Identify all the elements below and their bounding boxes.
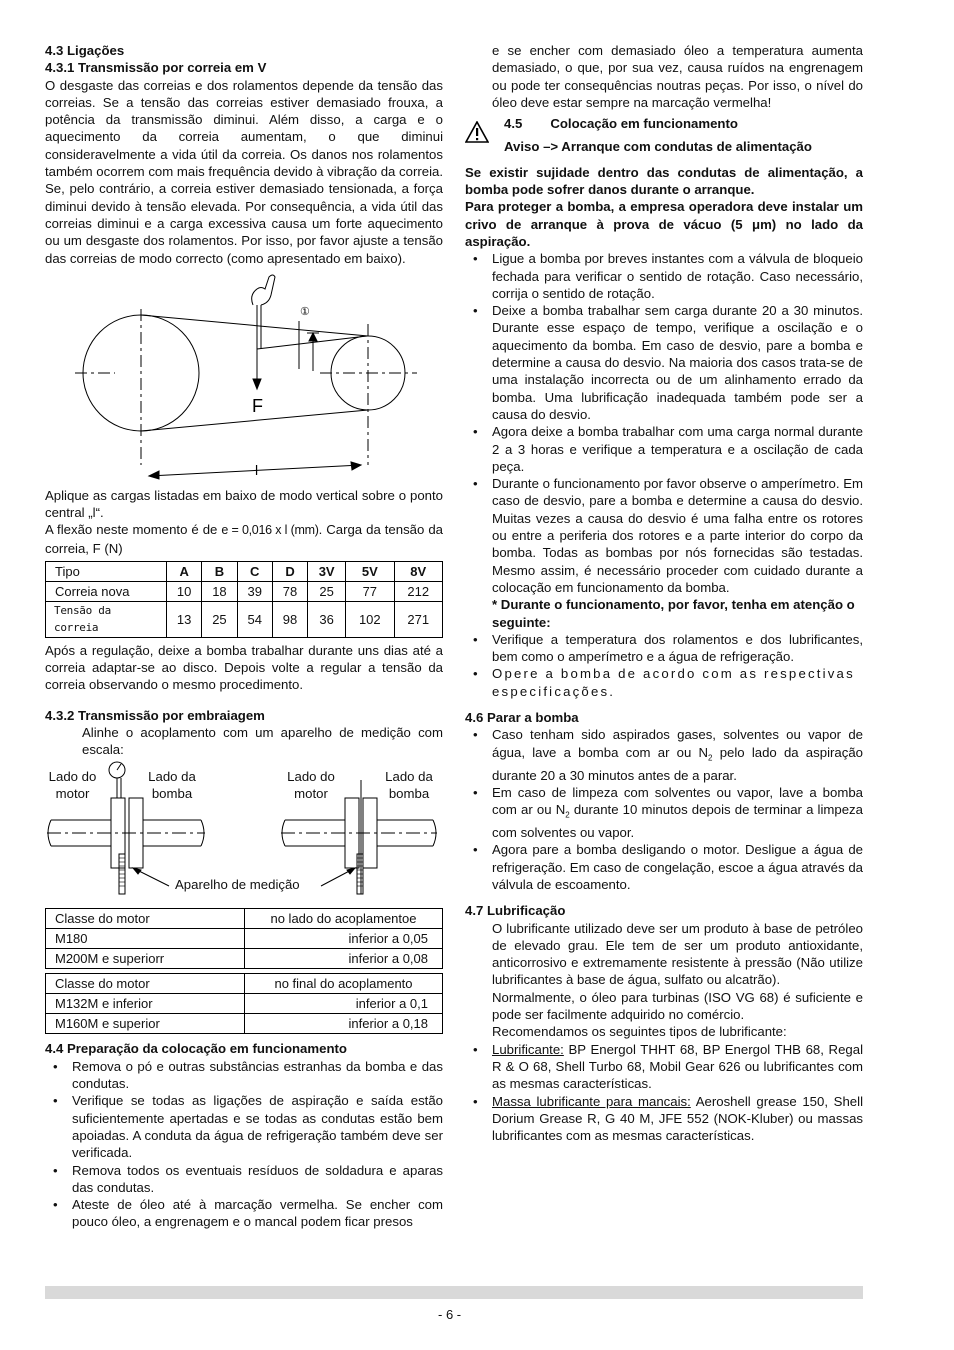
table-row: Tipo A B C D 3V 5V 8V — [46, 562, 443, 582]
table-row: Classe do motor no final do acoplamento — [46, 974, 443, 994]
bold-warning-1: Se existir sujidade dentro das condutas de alimentação, a bomba pode sofrer danos durante o arranque. — [465, 164, 863, 198]
paragraph-apply-load: Aplique as cargas listadas em baixo de modo vertical sobre o ponto central „l“. — [45, 487, 443, 521]
warning-text: Aviso –> Arranque com condutas de alimentação — [504, 139, 812, 155]
list-item: • Agora deixe a bomba trabalhar com uma carga normal durante 2 a 3 horas e verifique a temperatura e a oscilação de cada peça. — [492, 423, 863, 475]
right-column — [465, 42, 863, 1144]
table-row: M160M e superior inferior a 0,18 — [46, 1014, 443, 1034]
heading-4-4: 4.4 Preparação da colocação em funcionamento — [45, 1041, 347, 1057]
belt-circle-mark: ① — [300, 305, 310, 318]
list-item: • Remova o pó e outras substâncias estranhas da bomba e das condutas. — [72, 1058, 443, 1093]
list-preparation — [45, 1058, 443, 1231]
list-attention — [465, 631, 863, 700]
table-row: Classe do motor no lado do acoplamentoe — [46, 909, 443, 929]
paragraph-lubricant-2: Normalmente, o óleo para turbinas (ISO VG 68) é suficiente e pode ser facilmente adquirido no comércio. — [492, 989, 863, 1023]
section-4-5-heading — [465, 115, 863, 156]
belt-tension-table — [45, 561, 443, 638]
label-motor-side-2: Lado do motor — [287, 769, 335, 802]
table-row: Correia nova 10 18 39 78 25 77 212 — [46, 582, 443, 602]
paragraph-lubricant-1: O lubrificante utilizado deve ser um produto à base de petróleo de elevado grau. Ele tem de ser um produto antioxidante, anticorrosivo e extremamente resistente à pressão (Não utilize lubrificantes à base de água, sulfato ou alcatrão). — [492, 920, 863, 988]
belt-label-f: F — [252, 395, 263, 416]
list-lubricants — [465, 1041, 863, 1145]
list-item: • Remova todos os eventuais resíduos de soldadura e aparas das condutas. — [72, 1162, 443, 1197]
list-item: • Agora pare a bomba desligando o motor. Desligue a água de refrigeração. Em caso de congelação, escoe a água através da válvula de escoamento. — [492, 841, 863, 893]
belt-label-l: l — [255, 461, 259, 478]
heading-4-3-1: 4.3.1 Transmissão por correia em V — [45, 60, 267, 76]
label-motor-side-1: Lado do motor — [48, 769, 97, 802]
paragraph-coupling: Alinhe o acoplamento com um aparelho de medição com escala: — [82, 724, 443, 758]
list-item: • Durante o funcionamento por favor observe o amperímetro. Em caso de desvio, pare a bomba e determine a causa do desvio. Muitas vezes a causa do desvio é uma falha entre os rotores ou entre a periferia dos rotores e a parte interior do corpo da bomba. Todas as bombas por nós fornecidas são testadas. Mesmo assim, é necessário proceder com cuidado durante a colocação em funcionamento da bomba. — [492, 475, 863, 596]
attention-note: * Durante o funcionamento, por favor, tenha em atenção o seguinte: — [492, 597, 855, 630]
table-row: Tensão da correia 13 25 54 98 36 102 271 — [46, 602, 443, 638]
list-item: • Ateste de óleo até à marcação vermelha. Se encher com pouco óleo, a engrenagem e o mancal podem ficar presos — [72, 1196, 443, 1231]
heading-4-3-2: 4.3.2 Transmissão por embraiagem — [45, 707, 265, 723]
table-row: M180 inferior a 0,05 — [46, 929, 443, 949]
table-row: M132M e inferior inferior a 0,1 — [46, 994, 443, 1014]
coupling-table-1 — [45, 908, 443, 969]
paragraph-after-adjust: Após a regulação, deixe a bomba trabalhar durante uns dias até a correia adaptar-se ao disco. Depois volte a regular a tensão da correia observando o mesmo procedimento. — [45, 642, 443, 693]
list-stop-pump — [465, 726, 863, 893]
warning-icon — [465, 121, 489, 143]
coupling-diagram — [45, 758, 443, 900]
paragraph-continued: e se encher com demasiado óleo a temperatura aumenta demasiado, o que, por sua vez, causa ruídos na engrenagem ou pode ter consequências noutras peças. Por isso, o nível do óleo deve estar sempre na marcação vermelha! — [492, 43, 863, 110]
list-item: • Caso tenham sido aspirados gases, solventes ou vapor de água, lave a bomba com ar ou $N_2$ pelo lado da aspiração durante 20 a 30 minutos antes de a parar. — [492, 726, 863, 784]
list-item: • Verifique a temperatura dos rolamentos e dos lubrificantes, bem como o amperímetro e a água de refrigeração. — [492, 631, 863, 666]
footer-bar — [45, 1286, 863, 1299]
paragraph-deflection: A flexão neste momento é de e = 0,016 x l (mm). Carga da tensão da correia, F (N) — [45, 522, 443, 556]
left-column — [45, 42, 443, 1231]
coupling-table-2 — [45, 973, 443, 1034]
heading-4-7: 4.7 Lubrificação — [465, 903, 566, 919]
list-item: • Em caso de limpeza com solventes ou vapor, lave a bomba com ar ou $N_2$ durante 10 minutos depois de terminar a limpeza com solventes ou vapor. — [492, 784, 863, 842]
table-row: M200M e superiorr inferior a 0,08 — [46, 949, 443, 969]
list-item: • Massa lubrificante para mancais: Aeroshell grease 150, Shell Dorium Grease R, G 40 M, JFE 552 (NOK-Kluber) ou massas lubrificantes com as mesmas características. — [492, 1093, 863, 1145]
paragraph-belt-tension: O desgaste das correias e dos rolamentos depende da tensão das correias. Se a tensão das correias estiver demasiado frouxa, a potência da transmissão diminui. Além disso, a carga e o aquecimento da correia aumentam, o que diminui consideravelmente a vida útil da correia. Os danos nos rolamentos também ocorrem com mais frequência devido à vibração da correia. Se, pelo contrário, a correia estiver demasiado tensionada, a força diminui devido à tensão elevada. Por consequência, a vida útil das correias diminui e a carga excessiva causa um forte aquecimento ou um desgaste dos rolamentos. Por isso, por favor ajuste a tensão das correias de modo correcto (como apresentado em baixo). — [45, 77, 444, 266]
label-pump-side-1: Lado da bomba — [148, 769, 196, 802]
label-pump-side-2: Lado da bomba — [385, 769, 433, 802]
list-item: • Verifique se todas as ligações de aspiração e saída estão suficientemente apertadas e se todas as condutas estão bem apoiadas. A conduta da água de refrigeração também deve ser verificada. — [72, 1092, 443, 1161]
heading-4-6: 4.6 Parar a bomba — [465, 709, 579, 725]
heading-4-5: 4.5 Colocação em funcionamento — [504, 116, 738, 132]
belt-diagram — [45, 269, 443, 487]
list-item: • Deixe a bomba trabalhar sem carga durante 20 a 30 minutos. Durante esse espaço de tempo, verifique a oscilação e o aquecimento da bomba. Em caso de desvio, pare a bomba e determine a causa do desvio. Na maioria dos casos trata-se de uma instalação incorrecta ou de um alinhamento errado da bomba. Uma lubrificação inadequada também pode ser a causa do desvio. — [492, 302, 863, 423]
paragraph-lubricant-3: Recomendamos os seguintes tipos de lubrificante: — [492, 1024, 787, 1040]
label-measuring-device: Aparelho de medição — [175, 877, 300, 893]
list-item: • Opere a bomba de acordo com as respectivas especificações. — [492, 665, 863, 700]
page-number: - 6 - — [438, 1307, 462, 1322]
heading-4-3: 4.3 Ligações — [45, 43, 125, 58]
list-item: • Lubrificante: BP Energol THHT 68, BP Energol THB 68, Regal R & O 68, Shell Turbo 68, Mobil Gear 626 ou lubrificantes com as mesmas características. — [492, 1041, 863, 1093]
deflection-formula: e = 0,016 x l (mm) — [221, 523, 319, 538]
bold-warning-2: Para proteger a bomba, a empresa operadora deve instalar um crivo de arranque à prova de vácuo (5 μm) no lado da aspiração. — [465, 199, 863, 249]
list-item: • Ligue a bomba por breves instantes com a válvula de bloqueio fechada para verificar o sentido de rotação. Caso necessário, corrija o sentido de rotação. — [492, 250, 863, 302]
list-commissioning — [465, 250, 863, 596]
